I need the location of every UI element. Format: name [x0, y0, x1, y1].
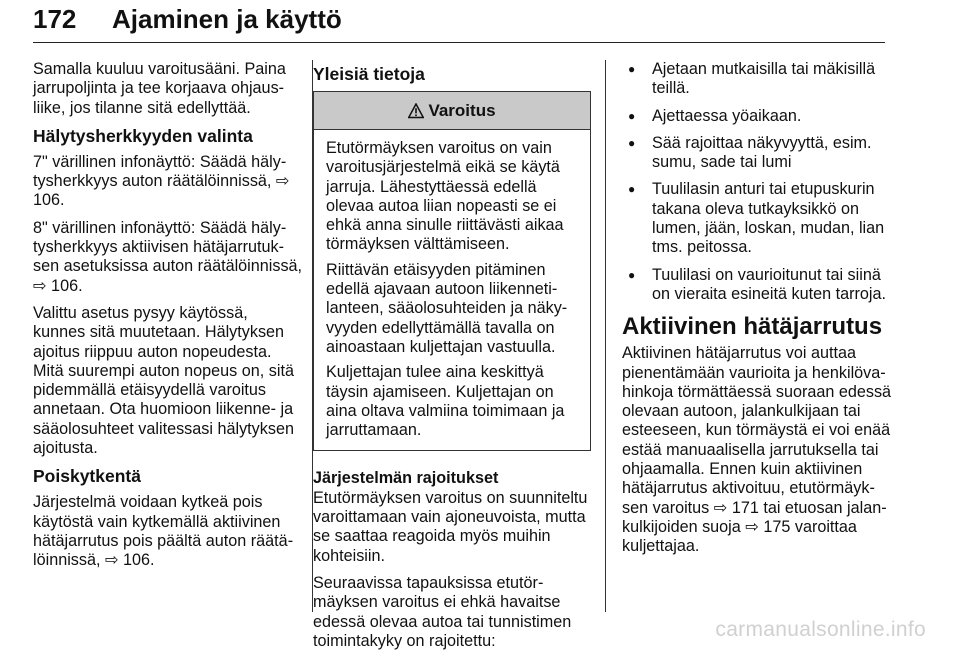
limitations-paragraph-1: Etutörmäyksen varoitus on suunniteltu varoittamaan vain ajoneuvoista, mutta se saattaa reagoida myös muihin kohteisiin.: [313, 488, 588, 565]
warning-body: [314, 130, 590, 450]
warning-paragraph-1: Etutörmäyksen varoitus on vain varoitusjärjestelmä eikä se käytä jarruja. Lähestyttäessä edellä olevaa autoa liian nopeasti se ei ehkä anna sinulle riittävästi aikaa törmäyksen välttämiseen.: [326, 139, 564, 254]
column-3: [622, 60, 892, 565]
paragraph-7-inch: 7" värillinen infonäyttö: Säädä hälytysherkkyys auton räätälöinnissä, ⇨ 106.: [33, 152, 290, 210]
limitations-paragraph-2: Seuraavissa tapauksissa etutörmäyksen varoitus ei ehkä havaitse edessä olevaa autoa tai tunnistimen toimintakyky on rajoitettu:: [313, 573, 572, 650]
warning-title: Varoitus: [428, 100, 496, 120]
warning-triangle-icon: [408, 103, 424, 119]
watermark: carmanualsonline.info: [715, 618, 926, 641]
sensitivity-heading: Hälytysherkkyyden valinta: [33, 125, 253, 146]
list-item: ● Sää rajoittaa näkyvyyttä, esim. sumu, sade tai lumi: [622, 134, 892, 173]
column-divider-2: [605, 60, 606, 612]
intro-paragraph: Samalla kuuluu varoitusääni. Paina jarrupoljinta ja tee korjaava ohjausliike, jos tilanne sitä edellyttää.: [33, 60, 286, 117]
page-number: 172: [33, 4, 77, 34]
emergency-braking-paragraph: Aktiivinen hätäjarrutus voi auttaa pienentämään vaurioita ja henkilövahinkoja törmättäessä suoraan edessä olevaan autoon, jalankulkijaan tai esteeseen, kun törmäystä ei voi enää estää manuaalisella jarrutuksella tai ohjaamalla. Ennen kuin aktiivinen hätäjarrutus aktivoituu, etutörmäyksen varoitus ⇨ 171 tai etuosan jalankulkijoiden suoja ⇨ 175 varoittaa kuljettajaa.: [622, 344, 892, 556]
warning-box: [313, 91, 591, 451]
list-item: ● Tuulilasi on vaurioitunut tai siinä on vieraita esineitä kuten tarroja.: [622, 266, 892, 305]
chapter-title: Ajaminen ja käyttö: [112, 4, 342, 34]
warning-paragraph-2: Riittävän etäisyyden pitäminen edellä ajavaan autoon liikennetilanteen, sääolosuhteiden ja näkyvyyden edellyttämällä tavalla on ainoastaan kuljettajan vastuulla.: [326, 260, 568, 356]
list-item: ● Tuulilasin anturi tai etupuskurin takana oleva tutkayksikkö on lumen, jään, loskan, mudan, lian tms. peitossa.: [622, 180, 892, 257]
warning-paragraph-3: Kuljettajan tulee aina keskittyä täysin ajamiseen. Kuljettajan on aina oltava valmiina toimimaan ja jarruttamaan.: [326, 363, 565, 440]
list-item: ● Ajettaessa yöaikaan.: [622, 107, 892, 126]
paragraph-8-inch: 8" värillinen infonäyttö: Säädä hälytysherkkyys aktiivisen hätäjarrutuksen asetuksissa auton räätälöinnissä, ⇨ 106.: [33, 218, 303, 295]
list-item: ● Ajetaan mutkaisilla tai mäkisillä teillä.: [622, 60, 892, 99]
page-header: [33, 2, 893, 48]
disable-heading: Poiskytkentä: [33, 466, 141, 487]
setting-paragraph: Valittu asetus pysyy käytössä, kunnes sitä muutetaan. Hälytyksen ajoitus riippuu auton nopeudesta. Mitä suurempi auton nopeus on, sitä pidemmällä etäisyydellä varoitus annetaan. Ota huomioon liikenne- ja sääolosuhteet valitessasi hälytyksen ajoitusta.: [33, 303, 294, 458]
limitations-list: [622, 60, 892, 304]
disable-paragraph: Järjestelmä voidaan kytkeä pois käytöstä vain kytkemällä aktiivinen hätäjarrutus pois päältä auton räätälöinnissä, ⇨ 106.: [33, 493, 294, 570]
warning-header: [314, 92, 590, 130]
column-2: [313, 60, 591, 659]
header-rule: [33, 42, 885, 43]
limitations-heading: Järjestelmän rajoitukset: [313, 469, 499, 488]
column-1: [33, 60, 303, 579]
emergency-braking-heading: Aktiivinen hätäjarrutus: [622, 313, 883, 341]
general-info-heading: Yleisiä tietoja: [313, 64, 425, 84]
